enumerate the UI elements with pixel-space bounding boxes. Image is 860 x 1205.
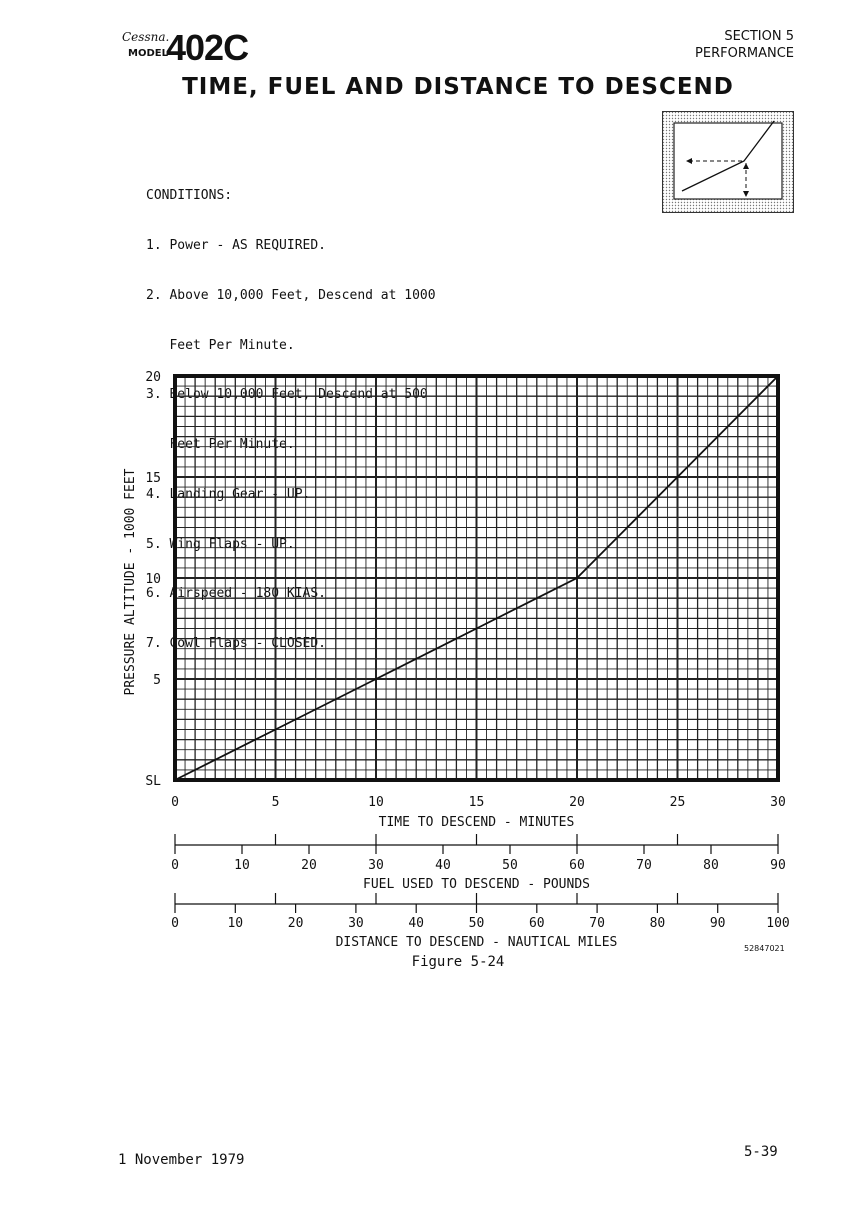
x-axis-label: TIME TO DESCEND - MINUTES <box>378 815 575 830</box>
x-tick-label: 20 <box>287 916 304 931</box>
x-tick-label: 20 <box>569 795 585 810</box>
x-tick-label: 10 <box>234 858 250 873</box>
x-tick-label: 20 <box>301 858 317 873</box>
condition-line: 6. Airspeed - 180 KIAS. <box>146 586 327 602</box>
section-title: PERFORMANCE <box>695 46 794 61</box>
x-tick-label: 50 <box>468 916 485 931</box>
x-tick-label: 0 <box>171 795 179 810</box>
figure-label: Figure 5-24 <box>411 954 505 970</box>
model-label: MODEL <box>128 48 168 59</box>
x-tick-label: 30 <box>368 858 384 873</box>
condition-line: 2. Above 10,000 Feet, Descend at 1000 <box>146 287 436 303</box>
x-tick-label: 50 <box>502 858 518 873</box>
x-axis-label: FUEL USED TO DESCEND - POUNDS <box>363 877 590 892</box>
y-axis-label: PRESSURE ALTITUDE - 1000 FEET <box>123 468 138 696</box>
model-number: 402C <box>166 27 249 68</box>
x-tick-label: 70 <box>636 858 652 873</box>
y-tick-label: 5 <box>153 673 161 688</box>
x-tick-label: 80 <box>649 916 666 931</box>
y-tick-label: 20 <box>145 370 161 385</box>
x-tick-label: 60 <box>569 858 585 873</box>
condition-line: 4. Landing Gear - UP. <box>146 486 311 502</box>
x-axes <box>171 795 790 950</box>
x-tick-label: 60 <box>528 916 545 931</box>
x-tick-label: 30 <box>348 916 364 931</box>
chart-grid <box>175 376 778 780</box>
document-code: 52847021 <box>744 944 785 953</box>
conditions-heading: CONDITIONS: <box>146 188 233 204</box>
condition-line: Feet Per Minute. <box>146 437 295 453</box>
x-tick-label: 25 <box>669 795 686 810</box>
section-number: SECTION 5 <box>724 29 794 44</box>
x-tick-label: 40 <box>408 916 425 931</box>
x-axis-label: DISTANCE TO DESCEND - NAUTICAL MILES <box>335 935 618 950</box>
condition-line: Feet Per Minute. <box>146 337 295 353</box>
y-tick-label: SL <box>145 774 161 789</box>
x-tick-label: 0 <box>171 916 179 931</box>
x-tick-label: 15 <box>468 795 485 810</box>
condition-line: 7. Cowl Flaps - CLOSED. <box>146 636 327 652</box>
x-tick-label: 5 <box>271 795 280 810</box>
condition-line: 3. Below 10,000 Feet, Descend at 500 <box>146 387 428 403</box>
x-tick-label: 90 <box>770 858 786 873</box>
footer-page-number: 5-39 <box>744 1144 778 1160</box>
page-title: TIME, FUEL AND DISTANCE TO DESCEND <box>182 74 734 100</box>
condition-line: 5. Wing Flaps - UP. <box>146 536 295 552</box>
y-tick-label: 15 <box>145 471 161 486</box>
brand-script: Cessna. <box>122 30 170 44</box>
x-tick-label: 80 <box>703 858 719 873</box>
x-tick-label: 40 <box>435 858 451 873</box>
x-tick-label: 30 <box>770 795 786 810</box>
x-tick-label: 10 <box>227 916 244 931</box>
x-tick-label: 10 <box>368 795 384 810</box>
x-tick-label: 90 <box>709 916 726 931</box>
y-tick-labels <box>145 370 161 789</box>
x-tick-label: 100 <box>766 916 790 931</box>
x-tick-label: 0 <box>171 858 179 873</box>
footer-date: 1 November 1979 <box>118 1152 245 1168</box>
x-tick-label: 70 <box>589 916 605 931</box>
y-tick-label: 10 <box>145 572 161 587</box>
condition-line: 1. Power - AS REQUIRED. <box>146 237 327 253</box>
